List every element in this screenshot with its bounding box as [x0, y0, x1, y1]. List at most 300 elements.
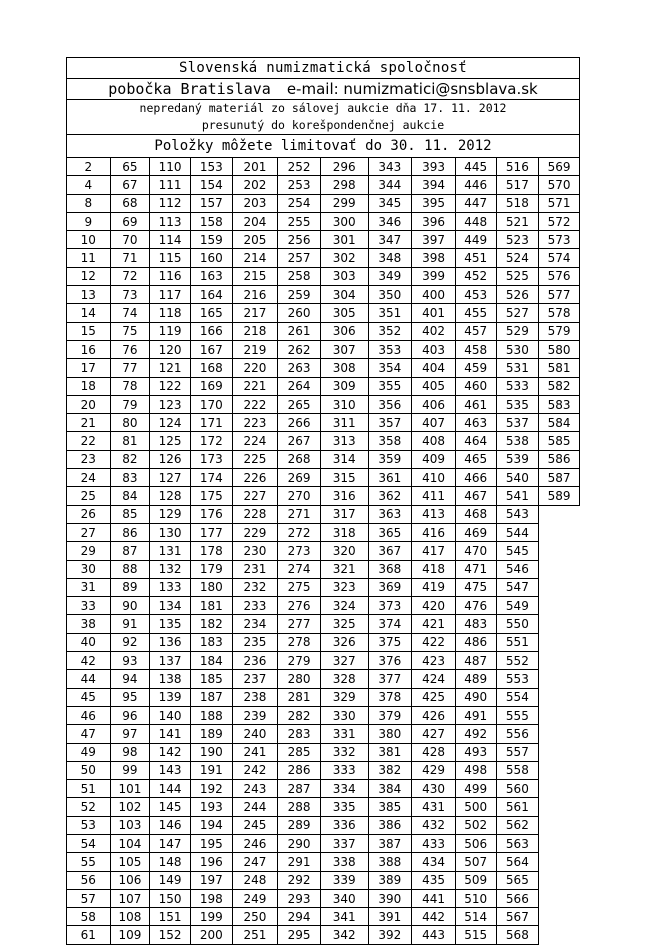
- item-number-cell: 16: [67, 340, 111, 358]
- item-number-cell: 275: [278, 578, 321, 596]
- item-number-cell: 272: [278, 523, 321, 541]
- item-number-cell: 266: [278, 414, 321, 432]
- item-number-cell: 52: [67, 798, 111, 816]
- item-number-cell: 152: [150, 926, 191, 944]
- item-number-cell: 94: [110, 670, 150, 688]
- item-number-cell: 159: [190, 231, 232, 249]
- item-number-cell: 115: [150, 249, 191, 267]
- table-row: [67, 706, 580, 724]
- item-number-cell: 517: [496, 176, 539, 194]
- item-number-cell: 40: [67, 633, 111, 651]
- item-number-cell: 539: [496, 450, 539, 468]
- item-number-cell: 108: [110, 908, 150, 926]
- item-number-cell: 4: [67, 176, 111, 194]
- item-number-cell: 352: [368, 322, 412, 340]
- item-number-cell: 29: [67, 542, 111, 560]
- item-number-cell: 259: [278, 286, 321, 304]
- item-number-cell: 164: [190, 286, 232, 304]
- item-number-cell: 405: [412, 377, 456, 395]
- item-number-cell: 22: [67, 432, 111, 450]
- item-number-cell: 20: [67, 395, 111, 413]
- item-number-cell: 373: [368, 597, 412, 615]
- item-number-cell: 225: [232, 450, 278, 468]
- note-line-1: nepredaný materiál zo sálovej aukcie dňa 17. 11. 2012: [66, 99, 580, 117]
- item-number-cell: 234: [232, 615, 278, 633]
- item-number-cell: 554: [496, 688, 539, 706]
- item-number-cell: 355: [368, 377, 412, 395]
- item-number-cell: 232: [232, 578, 278, 596]
- email-address: e-mail: numizmatici@snsblava.sk: [286, 80, 538, 98]
- table-row: [67, 523, 580, 541]
- item-number-cell: 537: [496, 414, 539, 432]
- item-number-cell: 13: [67, 286, 111, 304]
- item-number-cell: 464: [455, 432, 496, 450]
- empty-cell: [539, 652, 580, 670]
- item-number-cell: 459: [455, 359, 496, 377]
- item-number-cell: 245: [232, 816, 278, 834]
- item-number-cell: 27: [67, 523, 111, 541]
- item-number-cell: 10: [67, 231, 111, 249]
- item-number-cell: 49: [67, 743, 111, 761]
- item-number-cell: 530: [496, 340, 539, 358]
- item-number-cell: 33: [67, 597, 111, 615]
- item-number-cell: 587: [539, 469, 580, 487]
- item-number-cell: 264: [278, 377, 321, 395]
- table-row: [67, 908, 580, 926]
- item-number-cell: 584: [539, 414, 580, 432]
- item-number-cell: 126: [150, 450, 191, 468]
- item-number-cell: 377: [368, 670, 412, 688]
- item-number-cell: 327: [320, 652, 368, 670]
- table-row: [67, 469, 580, 487]
- item-number-cell: 119: [150, 322, 191, 340]
- item-number-cell: 527: [496, 304, 539, 322]
- item-number-cell: 401: [412, 304, 456, 322]
- item-number-cell: 413: [412, 505, 456, 523]
- item-number-cell: 502: [455, 816, 496, 834]
- item-number-cell: 17: [67, 359, 111, 377]
- item-number-cell: 105: [110, 853, 150, 871]
- item-number-cell: 578: [539, 304, 580, 322]
- item-number-cell: 449: [455, 231, 496, 249]
- item-number-cell: 149: [150, 871, 191, 889]
- item-number-cell: 314: [320, 450, 368, 468]
- item-number-cell: 252: [278, 158, 321, 176]
- item-number-cell: 551: [496, 633, 539, 651]
- item-number-cell: 419: [412, 578, 456, 596]
- item-number-cell: 58: [67, 908, 111, 926]
- table-row: [67, 542, 580, 560]
- item-number-cell: 257: [278, 249, 321, 267]
- item-number-cell: 131: [150, 542, 191, 560]
- item-number-cell: 25: [67, 487, 111, 505]
- item-number-cell: 346: [368, 212, 412, 230]
- item-number-cell: 570: [539, 176, 580, 194]
- empty-cell: [539, 560, 580, 578]
- item-number-cell: 416: [412, 523, 456, 541]
- item-number-cell: 199: [190, 908, 232, 926]
- item-number-cell: 516: [496, 158, 539, 176]
- item-number-cell: 147: [150, 834, 191, 852]
- table-row: [67, 633, 580, 651]
- item-number-cell: 157: [190, 194, 232, 212]
- item-number-cell: 305: [320, 304, 368, 322]
- item-number-cell: 255: [278, 212, 321, 230]
- item-number-cell: 357: [368, 414, 412, 432]
- item-number-cell: 250: [232, 908, 278, 926]
- item-number-cell: 298: [320, 176, 368, 194]
- item-number-cell: 97: [110, 725, 150, 743]
- table-row: [67, 615, 580, 633]
- table-row: [67, 871, 580, 889]
- item-number-cell: 356: [368, 395, 412, 413]
- item-number-cell: 386: [368, 816, 412, 834]
- item-number-cell: 65: [110, 158, 150, 176]
- table-row: [67, 176, 580, 194]
- item-number-cell: 525: [496, 267, 539, 285]
- item-number-cell: 299: [320, 194, 368, 212]
- item-number-cell: 110: [150, 158, 191, 176]
- item-number-cell: 380: [368, 725, 412, 743]
- item-number-cell: 168: [190, 359, 232, 377]
- item-number-cell: 198: [190, 889, 232, 907]
- item-number-cell: 293: [278, 889, 321, 907]
- empty-cell: [539, 908, 580, 926]
- item-number-cell: 87: [110, 542, 150, 560]
- table-row: [67, 340, 580, 358]
- item-number-cell: 323: [320, 578, 368, 596]
- item-number-cell: 158: [190, 212, 232, 230]
- item-number-cell: 279: [278, 652, 321, 670]
- item-number-cell: 469: [455, 523, 496, 541]
- item-number-cell: 216: [232, 286, 278, 304]
- table-row: [67, 267, 580, 285]
- item-number-cell: 563: [496, 834, 539, 852]
- item-number-cell: 134: [150, 597, 191, 615]
- item-number-cell: 61: [67, 926, 111, 944]
- empty-cell: [539, 542, 580, 560]
- item-number-cell: 98: [110, 743, 150, 761]
- item-number-cell: 73: [110, 286, 150, 304]
- item-number-cell: 378: [368, 688, 412, 706]
- item-number-cell: 379: [368, 706, 412, 724]
- item-number-cell: 340: [320, 889, 368, 907]
- item-number-cell: 291: [278, 853, 321, 871]
- item-number-cell: 172: [190, 432, 232, 450]
- item-number-cell: 221: [232, 377, 278, 395]
- item-number-cell: 451: [455, 249, 496, 267]
- item-number-cell: 307: [320, 340, 368, 358]
- empty-cell: [539, 633, 580, 651]
- item-number-cell: 574: [539, 249, 580, 267]
- item-number-cell: 121: [150, 359, 191, 377]
- item-number-cell: 421: [412, 615, 456, 633]
- table-row: [67, 798, 580, 816]
- table-row: [67, 212, 580, 230]
- item-number-cell: 165: [190, 304, 232, 322]
- item-number-cell: 218: [232, 322, 278, 340]
- item-number-cell: 544: [496, 523, 539, 541]
- item-number-cell: 103: [110, 816, 150, 834]
- item-number-cell: 214: [232, 249, 278, 267]
- item-number-cell: 256: [278, 231, 321, 249]
- item-number-cell: 67: [110, 176, 150, 194]
- item-number-cell: 21: [67, 414, 111, 432]
- item-number-cell: 196: [190, 853, 232, 871]
- item-number-cell: 300: [320, 212, 368, 230]
- item-number-cell: 277: [278, 615, 321, 633]
- item-number-cell: 547: [496, 578, 539, 596]
- item-number-cell: 179: [190, 560, 232, 578]
- item-number-cell: 181: [190, 597, 232, 615]
- item-number-cell: 247: [232, 853, 278, 871]
- item-number-cell: 486: [455, 633, 496, 651]
- item-number-cell: 336: [320, 816, 368, 834]
- item-number-cell: 200: [190, 926, 232, 944]
- item-number-cell: 285: [278, 743, 321, 761]
- item-number-cell: 463: [455, 414, 496, 432]
- item-number-cell: 80: [110, 414, 150, 432]
- table-row: [67, 780, 580, 798]
- item-number-cell: 31: [67, 578, 111, 596]
- item-number-cell: 404: [412, 359, 456, 377]
- item-number-cell: 359: [368, 450, 412, 468]
- item-number-cell: 236: [232, 652, 278, 670]
- item-number-cell: 396: [412, 212, 456, 230]
- item-number-cell: 407: [412, 414, 456, 432]
- table-row: [67, 652, 580, 670]
- item-number-cell: 150: [150, 889, 191, 907]
- item-number-cell: 375: [368, 633, 412, 651]
- item-number-cell: 557: [496, 743, 539, 761]
- item-number-cell: 533: [496, 377, 539, 395]
- item-number-cell: 193: [190, 798, 232, 816]
- item-number-cell: 562: [496, 816, 539, 834]
- item-number-cell: 427: [412, 725, 456, 743]
- table-row: [67, 322, 580, 340]
- item-number-cell: 306: [320, 322, 368, 340]
- item-number-cell: 326: [320, 633, 368, 651]
- item-number-cell: 582: [539, 377, 580, 395]
- item-number-cell: 572: [539, 212, 580, 230]
- item-number-cell: 443: [412, 926, 456, 944]
- item-number-cell: 133: [150, 578, 191, 596]
- item-number-cell: 341: [320, 908, 368, 926]
- table-row: [67, 578, 580, 596]
- item-number-cell: 15: [67, 322, 111, 340]
- item-number-cell: 411: [412, 487, 456, 505]
- item-number-cell: 330: [320, 706, 368, 724]
- branch-name: pobočka Bratislava: [108, 80, 271, 98]
- item-number-cell: 455: [455, 304, 496, 322]
- item-number-cell: 316: [320, 487, 368, 505]
- item-number-cell: 331: [320, 725, 368, 743]
- item-number-cell: 368: [368, 560, 412, 578]
- item-number-cell: 82: [110, 450, 150, 468]
- item-number-cell: 301: [320, 231, 368, 249]
- item-number-cell: 295: [278, 926, 321, 944]
- item-number-cell: 321: [320, 560, 368, 578]
- item-number-cell: 538: [496, 432, 539, 450]
- item-number-cell: 144: [150, 780, 191, 798]
- item-number-cell: 286: [278, 761, 321, 779]
- item-number-cell: 283: [278, 725, 321, 743]
- table-row: [67, 816, 580, 834]
- empty-cell: [539, 871, 580, 889]
- item-number-cell: 217: [232, 304, 278, 322]
- item-number-cell: 205: [232, 231, 278, 249]
- table-row: [67, 286, 580, 304]
- item-number-cell: 47: [67, 725, 111, 743]
- item-number-cell: 239: [232, 706, 278, 724]
- item-number-cell: 543: [496, 505, 539, 523]
- table-row: [67, 743, 580, 761]
- item-number-cell: 243: [232, 780, 278, 798]
- item-number-cell: 55: [67, 853, 111, 871]
- empty-cell: [539, 505, 580, 523]
- item-number-cell: 190: [190, 743, 232, 761]
- item-number-cell: 191: [190, 761, 232, 779]
- item-number-cell: 417: [412, 542, 456, 560]
- item-number-cell: 130: [150, 523, 191, 541]
- item-number-cell: 345: [368, 194, 412, 212]
- table-row: [67, 304, 580, 322]
- item-number-cell: 583: [539, 395, 580, 413]
- item-number-cell: 83: [110, 469, 150, 487]
- item-number-cell: 56: [67, 871, 111, 889]
- item-number-cell: 117: [150, 286, 191, 304]
- empty-cell: [539, 578, 580, 596]
- item-number-cell: 226: [232, 469, 278, 487]
- item-number-cell: 529: [496, 322, 539, 340]
- item-number-cell: 363: [368, 505, 412, 523]
- empty-cell: [539, 926, 580, 944]
- item-number-cell: 254: [278, 194, 321, 212]
- item-number-cell: 410: [412, 469, 456, 487]
- item-number-cell: 46: [67, 706, 111, 724]
- item-number-cell: 160: [190, 249, 232, 267]
- item-number-cell: 521: [496, 212, 539, 230]
- item-number-cell: 324: [320, 597, 368, 615]
- item-number-cell: 586: [539, 450, 580, 468]
- item-number-cell: 354: [368, 359, 412, 377]
- auction-sheet: [66, 57, 580, 945]
- item-number-cell: 581: [539, 359, 580, 377]
- item-number-cell: 135: [150, 615, 191, 633]
- item-number-cell: 177: [190, 523, 232, 541]
- table-row: [67, 450, 580, 468]
- item-number-cell: 229: [232, 523, 278, 541]
- item-number-cell: 395: [412, 194, 456, 212]
- item-number-cell: 471: [455, 560, 496, 578]
- item-number-cell: 96: [110, 706, 150, 724]
- item-number-cell: 428: [412, 743, 456, 761]
- item-number-cell: 44: [67, 670, 111, 688]
- item-number-cell: 84: [110, 487, 150, 505]
- item-number-cell: 78: [110, 377, 150, 395]
- item-number-cell: 251: [232, 926, 278, 944]
- item-number-cell: 139: [150, 688, 191, 706]
- table-row: [67, 597, 580, 615]
- item-number-cell: 540: [496, 469, 539, 487]
- item-number-cell: 507: [455, 853, 496, 871]
- table-row: [67, 834, 580, 852]
- item-number-cell: 124: [150, 414, 191, 432]
- item-number-cell: 406: [412, 395, 456, 413]
- empty-cell: [539, 688, 580, 706]
- item-number-cell: 141: [150, 725, 191, 743]
- item-number-cell: 170: [190, 395, 232, 413]
- item-number-cell: 470: [455, 542, 496, 560]
- item-number-cell: 310: [320, 395, 368, 413]
- table-row: [67, 414, 580, 432]
- item-number-cell: 88: [110, 560, 150, 578]
- empty-cell: [539, 743, 580, 761]
- item-number-cell: 171: [190, 414, 232, 432]
- table-row: [67, 889, 580, 907]
- item-number-cell: 376: [368, 652, 412, 670]
- item-number-cell: 422: [412, 633, 456, 651]
- item-number-cell: 76: [110, 340, 150, 358]
- item-number-cell: 242: [232, 761, 278, 779]
- item-number-cell: 344: [368, 176, 412, 194]
- item-number-cell: 332: [320, 743, 368, 761]
- item-number-cell: 311: [320, 414, 368, 432]
- item-number-cell: 518: [496, 194, 539, 212]
- item-number-cell: 183: [190, 633, 232, 651]
- item-number-cell: 122: [150, 377, 191, 395]
- item-number-cell: 350: [368, 286, 412, 304]
- item-number-cell: 564: [496, 853, 539, 871]
- item-number-cell: 77: [110, 359, 150, 377]
- item-number-cell: 555: [496, 706, 539, 724]
- table-row: [67, 670, 580, 688]
- item-number-cell: 535: [496, 395, 539, 413]
- item-number-cell: 399: [412, 267, 456, 285]
- item-number-cell: 288: [278, 798, 321, 816]
- item-number-cell: 452: [455, 267, 496, 285]
- item-number-cell: 442: [412, 908, 456, 926]
- item-number-cell: 560: [496, 780, 539, 798]
- item-number-cell: 358: [368, 432, 412, 450]
- item-number-cell: 92: [110, 633, 150, 651]
- item-number-cell: 499: [455, 780, 496, 798]
- item-number-cell: 176: [190, 505, 232, 523]
- item-number-cell: 552: [496, 652, 539, 670]
- item-number-cell: 169: [190, 377, 232, 395]
- item-number-cell: 433: [412, 834, 456, 852]
- item-number-cell: 248: [232, 871, 278, 889]
- item-number-cell: 197: [190, 871, 232, 889]
- item-number-cell: 429: [412, 761, 456, 779]
- item-number-cell: 409: [412, 450, 456, 468]
- item-number-cell: 195: [190, 834, 232, 852]
- item-number-cell: 567: [496, 908, 539, 926]
- item-number-cell: 99: [110, 761, 150, 779]
- empty-cell: [539, 761, 580, 779]
- item-number-cell: 388: [368, 853, 412, 871]
- item-number-cell: 397: [412, 231, 456, 249]
- item-number-cell: 569: [539, 158, 580, 176]
- item-number-cell: 11: [67, 249, 111, 267]
- item-number-cell: 24: [67, 469, 111, 487]
- item-number-cell: 400: [412, 286, 456, 304]
- table-row: [67, 231, 580, 249]
- item-number-cell: 74: [110, 304, 150, 322]
- item-number-cell: 294: [278, 908, 321, 926]
- item-number-cell: 493: [455, 743, 496, 761]
- table-row: [67, 487, 580, 505]
